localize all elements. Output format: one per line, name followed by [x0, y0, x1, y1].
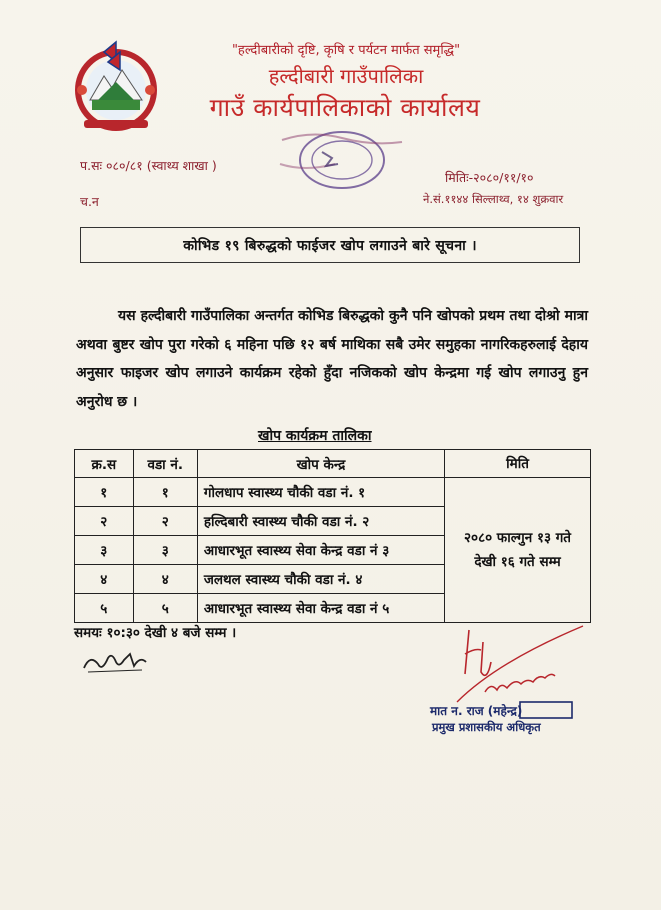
signatory-name: मात न. राज (महेन्द्र): [430, 704, 523, 718]
table-title: खोप कार्यक्रम तालिका: [258, 428, 372, 444]
subject-text: कोभिड १९ बिरुद्धको फाईजर खोप लगाउने बारे सूचना ।: [183, 237, 477, 254]
notice-body: यस हल्दीबारी गाउँपालिका अन्तर्गत कोभिड बिरुद्धको कुनै पनि खोपको प्रथम तथा दोश्रो मात्रा अथवा बुष्टर खोप पुरा गरेको ६ महिना पछि १२ बर्ष माथिका सबै उमेर समुहका नागरिकहरुलाई देहाय अनुसार फाइजर खोप लगाउने कार्यक्रम रहेको हुँदा नजिकको खोप केन्द्रमा गई खोप लगाउनु हुन अनुरोध छ ।: [76, 308, 588, 410]
office-seal-stamp-icon: [262, 122, 412, 192]
cell-ward: ४: [133, 565, 197, 594]
cell-serial: २: [75, 507, 134, 536]
motto-text: "हल्दीबारीको दृष्टि, कृषि र पर्यटन मार्फत समृद्धि": [231, 43, 461, 58]
date-range-line-1: २०८० फाल्गुन १३ गते: [464, 530, 571, 546]
nepal-emblem-icon: [70, 38, 162, 134]
table-row: [75, 478, 591, 507]
header-date: मिति: [445, 450, 591, 478]
time-note: समयः १०:३० देखी ४ बजे सम्म ।: [74, 625, 237, 641]
initial-signature-icon: [80, 648, 150, 678]
cell-center: आधारभूत स्वास्थ्य सेवा केन्द्र वडा नं ३: [197, 536, 444, 565]
subject-box: [80, 227, 580, 263]
cell-serial: ३: [75, 536, 134, 565]
cell-ward: ५: [133, 594, 197, 623]
cell-center: आधारभूत स्वास्थ्य सेवा केन्द्र वडा नं ५: [197, 594, 444, 623]
cell-date-range: [445, 478, 591, 623]
reference-number: प.सः ०८०/८१ (स्वाथ्य शाखा ): [80, 158, 217, 173]
cell-ward: ३: [133, 536, 197, 565]
header-ward: वडा नं.: [133, 450, 197, 478]
vaccination-schedule-table: [74, 449, 591, 623]
cell-ward: १: [133, 478, 197, 507]
cell-center: जलथल स्वास्थ्य चौकी वडा नं. ४: [197, 565, 444, 594]
office-subtitle: गाउँ कार्यपालिकाको कार्यालय: [209, 93, 481, 122]
signatory-title: प्रमुख प्रशासकीय अधिकृत: [432, 720, 541, 734]
header-center: खोप केन्द्र: [197, 450, 444, 478]
date-range-line-2: देखी १६ गते सम्म: [474, 554, 561, 570]
dispatch-number: च.न: [80, 194, 99, 209]
letter-date: मितिः-२०८०/११/१०: [445, 170, 534, 185]
nepal-samvat-date: ने.सं.११४४ सिल्लाथ्व, १४ शुक्रवार: [423, 192, 564, 206]
office-name: हल्दीबारी गाउँपालिका: [268, 64, 424, 88]
cell-center: हल्दिबारी स्वास्थ्य चौकी वडा नं. २: [197, 507, 444, 536]
cell-center: गोलधाप स्वास्थ्य चौकी वडा नं. १: [197, 478, 444, 507]
cell-ward: २: [133, 507, 197, 536]
header-serial: क्र.स: [75, 450, 134, 478]
cell-serial: १: [75, 478, 134, 507]
cell-serial: ४: [75, 565, 134, 594]
table-header-row: [75, 450, 591, 478]
cell-serial: ५: [75, 594, 134, 623]
handwritten-signature-icon: [455, 622, 585, 710]
